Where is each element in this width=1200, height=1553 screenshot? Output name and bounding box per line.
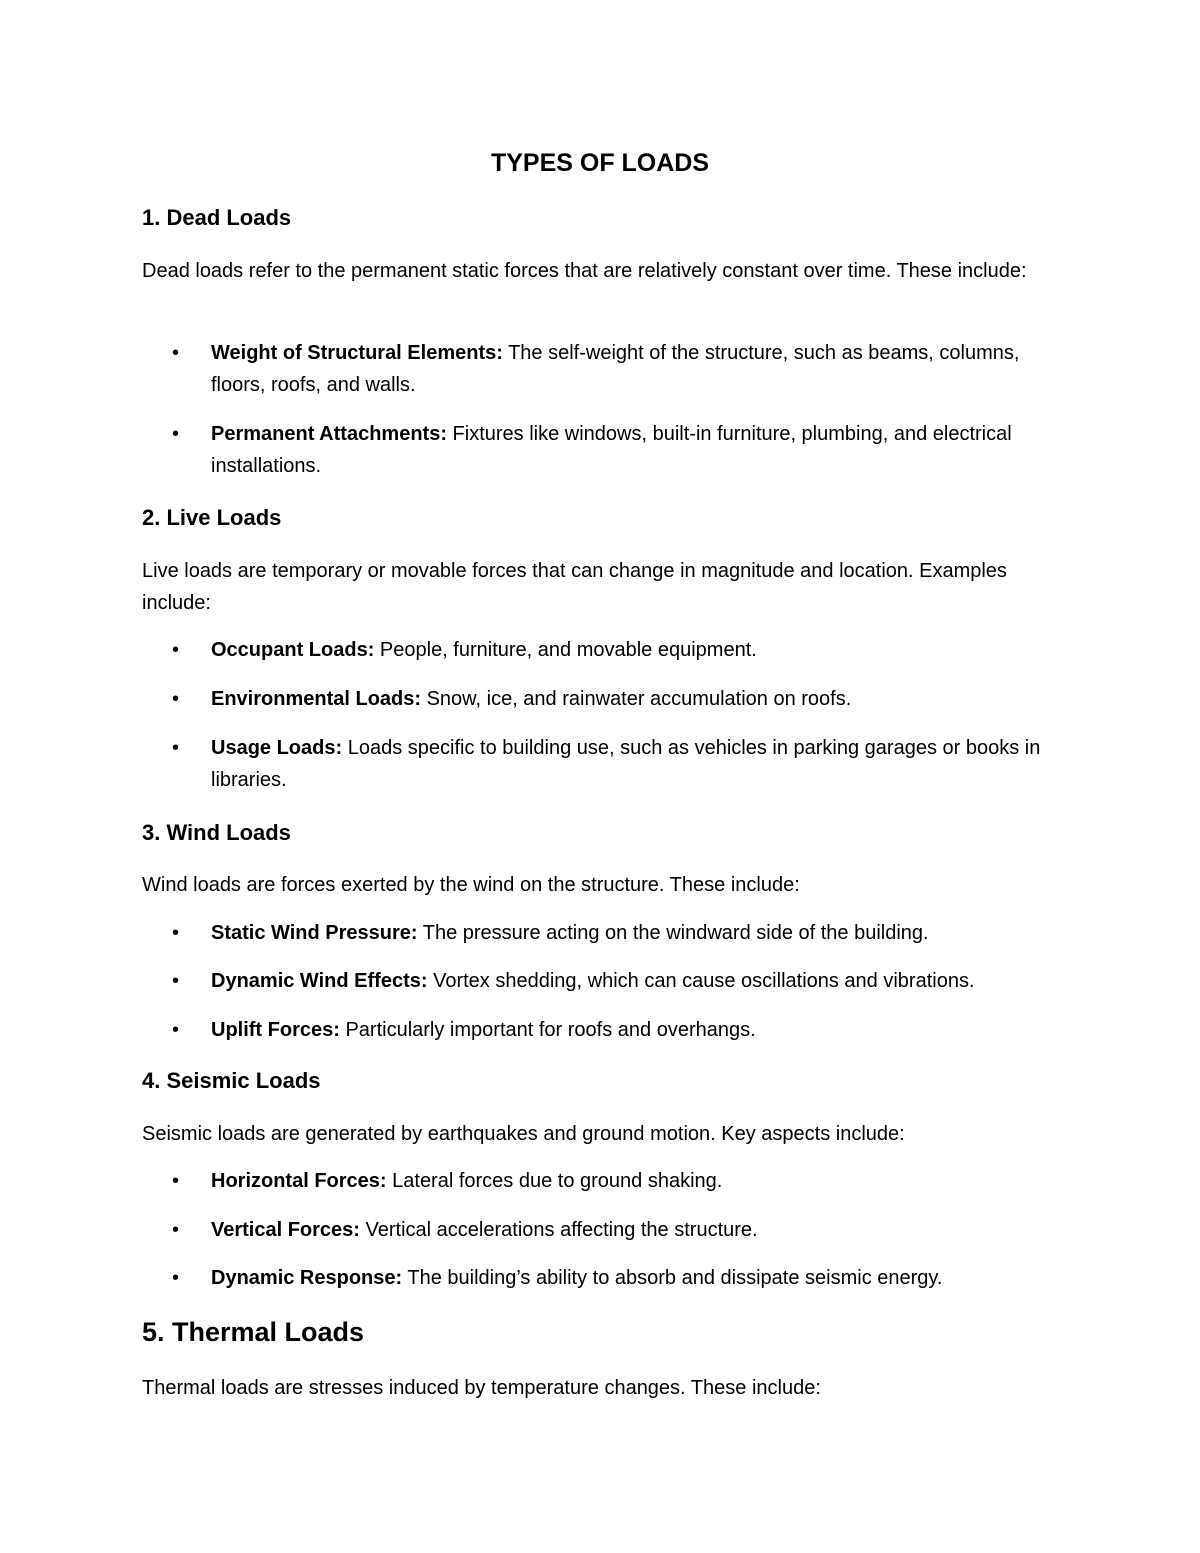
item-description: Loads specific to building use, such as vehicles in parking garages or books in libraries. bbox=[211, 737, 1041, 791]
list-item bbox=[172, 1214, 1052, 1246]
list-item bbox=[172, 965, 1052, 997]
item-term: Permanent Attachments: bbox=[211, 423, 447, 445]
item-term: Dynamic Response: bbox=[211, 1267, 403, 1289]
bullet-icon: • bbox=[172, 1019, 180, 1041]
bullet-icon: • bbox=[172, 342, 180, 364]
bullet-icon: • bbox=[172, 737, 180, 759]
item-description: The building’s ability to absorb and dissipate seismic energy. bbox=[402, 1267, 943, 1289]
list-item bbox=[172, 683, 1052, 715]
bullet-icon: • bbox=[172, 1170, 180, 1192]
list-item bbox=[172, 1014, 1052, 1046]
bullet-icon: • bbox=[172, 688, 180, 710]
list-item bbox=[172, 1262, 1052, 1294]
section-intro-dead-loads: Dead loads refer to the permanent static forces that are relatively constant over time. These include: bbox=[142, 260, 1027, 282]
item-description: The pressure acting on the windward side of the building. bbox=[417, 922, 929, 944]
list-item bbox=[172, 917, 1052, 949]
item-description: People, furniture, and movable equipment. bbox=[374, 639, 757, 661]
item-term: Weight of Structural Elements: bbox=[211, 342, 503, 364]
item-description: Vortex shedding, which can cause oscillations and vibrations. bbox=[427, 970, 975, 992]
bullet-icon: • bbox=[172, 1267, 180, 1289]
item-term: Uplift Forces: bbox=[211, 1019, 340, 1041]
section-heading-dead-loads: 1. Dead Loads bbox=[142, 205, 292, 230]
section-intro-seismic-loads: Seismic loads are generated by earthquakes and ground motion. Key aspects include: bbox=[142, 1123, 905, 1145]
item-term: Environmental Loads: bbox=[211, 688, 422, 710]
bullet-icon: • bbox=[172, 1219, 180, 1241]
item-description: The self-weight of the structure, such as beams, columns, floors, roofs, and walls. bbox=[211, 342, 1020, 396]
bullet-icon: • bbox=[172, 639, 180, 661]
list-item bbox=[172, 418, 1052, 482]
section-intro-wind-loads: Wind loads are forces exerted by the wind on the structure. These include: bbox=[142, 874, 800, 896]
item-term: Occupant Loads: bbox=[211, 639, 375, 661]
document-title: TYPES OF LOADS bbox=[490, 149, 710, 177]
bullet-icon: • bbox=[172, 423, 180, 445]
list-item bbox=[172, 732, 1052, 796]
list-item bbox=[172, 1165, 1052, 1197]
item-description: Particularly important for roofs and overhangs. bbox=[339, 1019, 756, 1041]
item-term: Horizontal Forces: bbox=[211, 1170, 387, 1192]
item-description: Snow, ice, and rainwater accumulation on roofs. bbox=[421, 688, 852, 710]
section-intro-thermal-loads: Thermal loads are stresses induced by temperature changes. These include: bbox=[142, 1377, 821, 1399]
item-description: Fixtures like windows, built-in furniture, plumbing, and electrical installations. bbox=[211, 423, 1012, 477]
bullet-icon: • bbox=[172, 970, 180, 992]
section-heading-wind-loads: 3. Wind Loads bbox=[142, 820, 291, 845]
section-heading-seismic-loads: 4. Seismic Loads bbox=[142, 1068, 321, 1093]
section-heading-live-loads: 2. Live Loads bbox=[142, 505, 282, 530]
list-item bbox=[172, 634, 1052, 666]
list-item bbox=[172, 337, 1052, 401]
item-term: Vertical Forces: bbox=[211, 1219, 360, 1241]
section-heading-thermal-loads: 5. Thermal Loads bbox=[142, 1317, 365, 1347]
item-description: Lateral forces due to ground shaking. bbox=[386, 1170, 723, 1192]
item-description: Vertical accelerations affecting the structure. bbox=[359, 1219, 758, 1241]
item-term: Usage Loads: bbox=[211, 737, 343, 759]
bullet-icon: • bbox=[172, 922, 180, 944]
item-term: Static Wind Pressure: bbox=[211, 922, 418, 944]
section-intro-live-loads: Live loads are temporary or movable forces that can change in magnitude and location. Examples include: bbox=[142, 560, 1007, 614]
item-term: Dynamic Wind Effects: bbox=[211, 970, 428, 992]
